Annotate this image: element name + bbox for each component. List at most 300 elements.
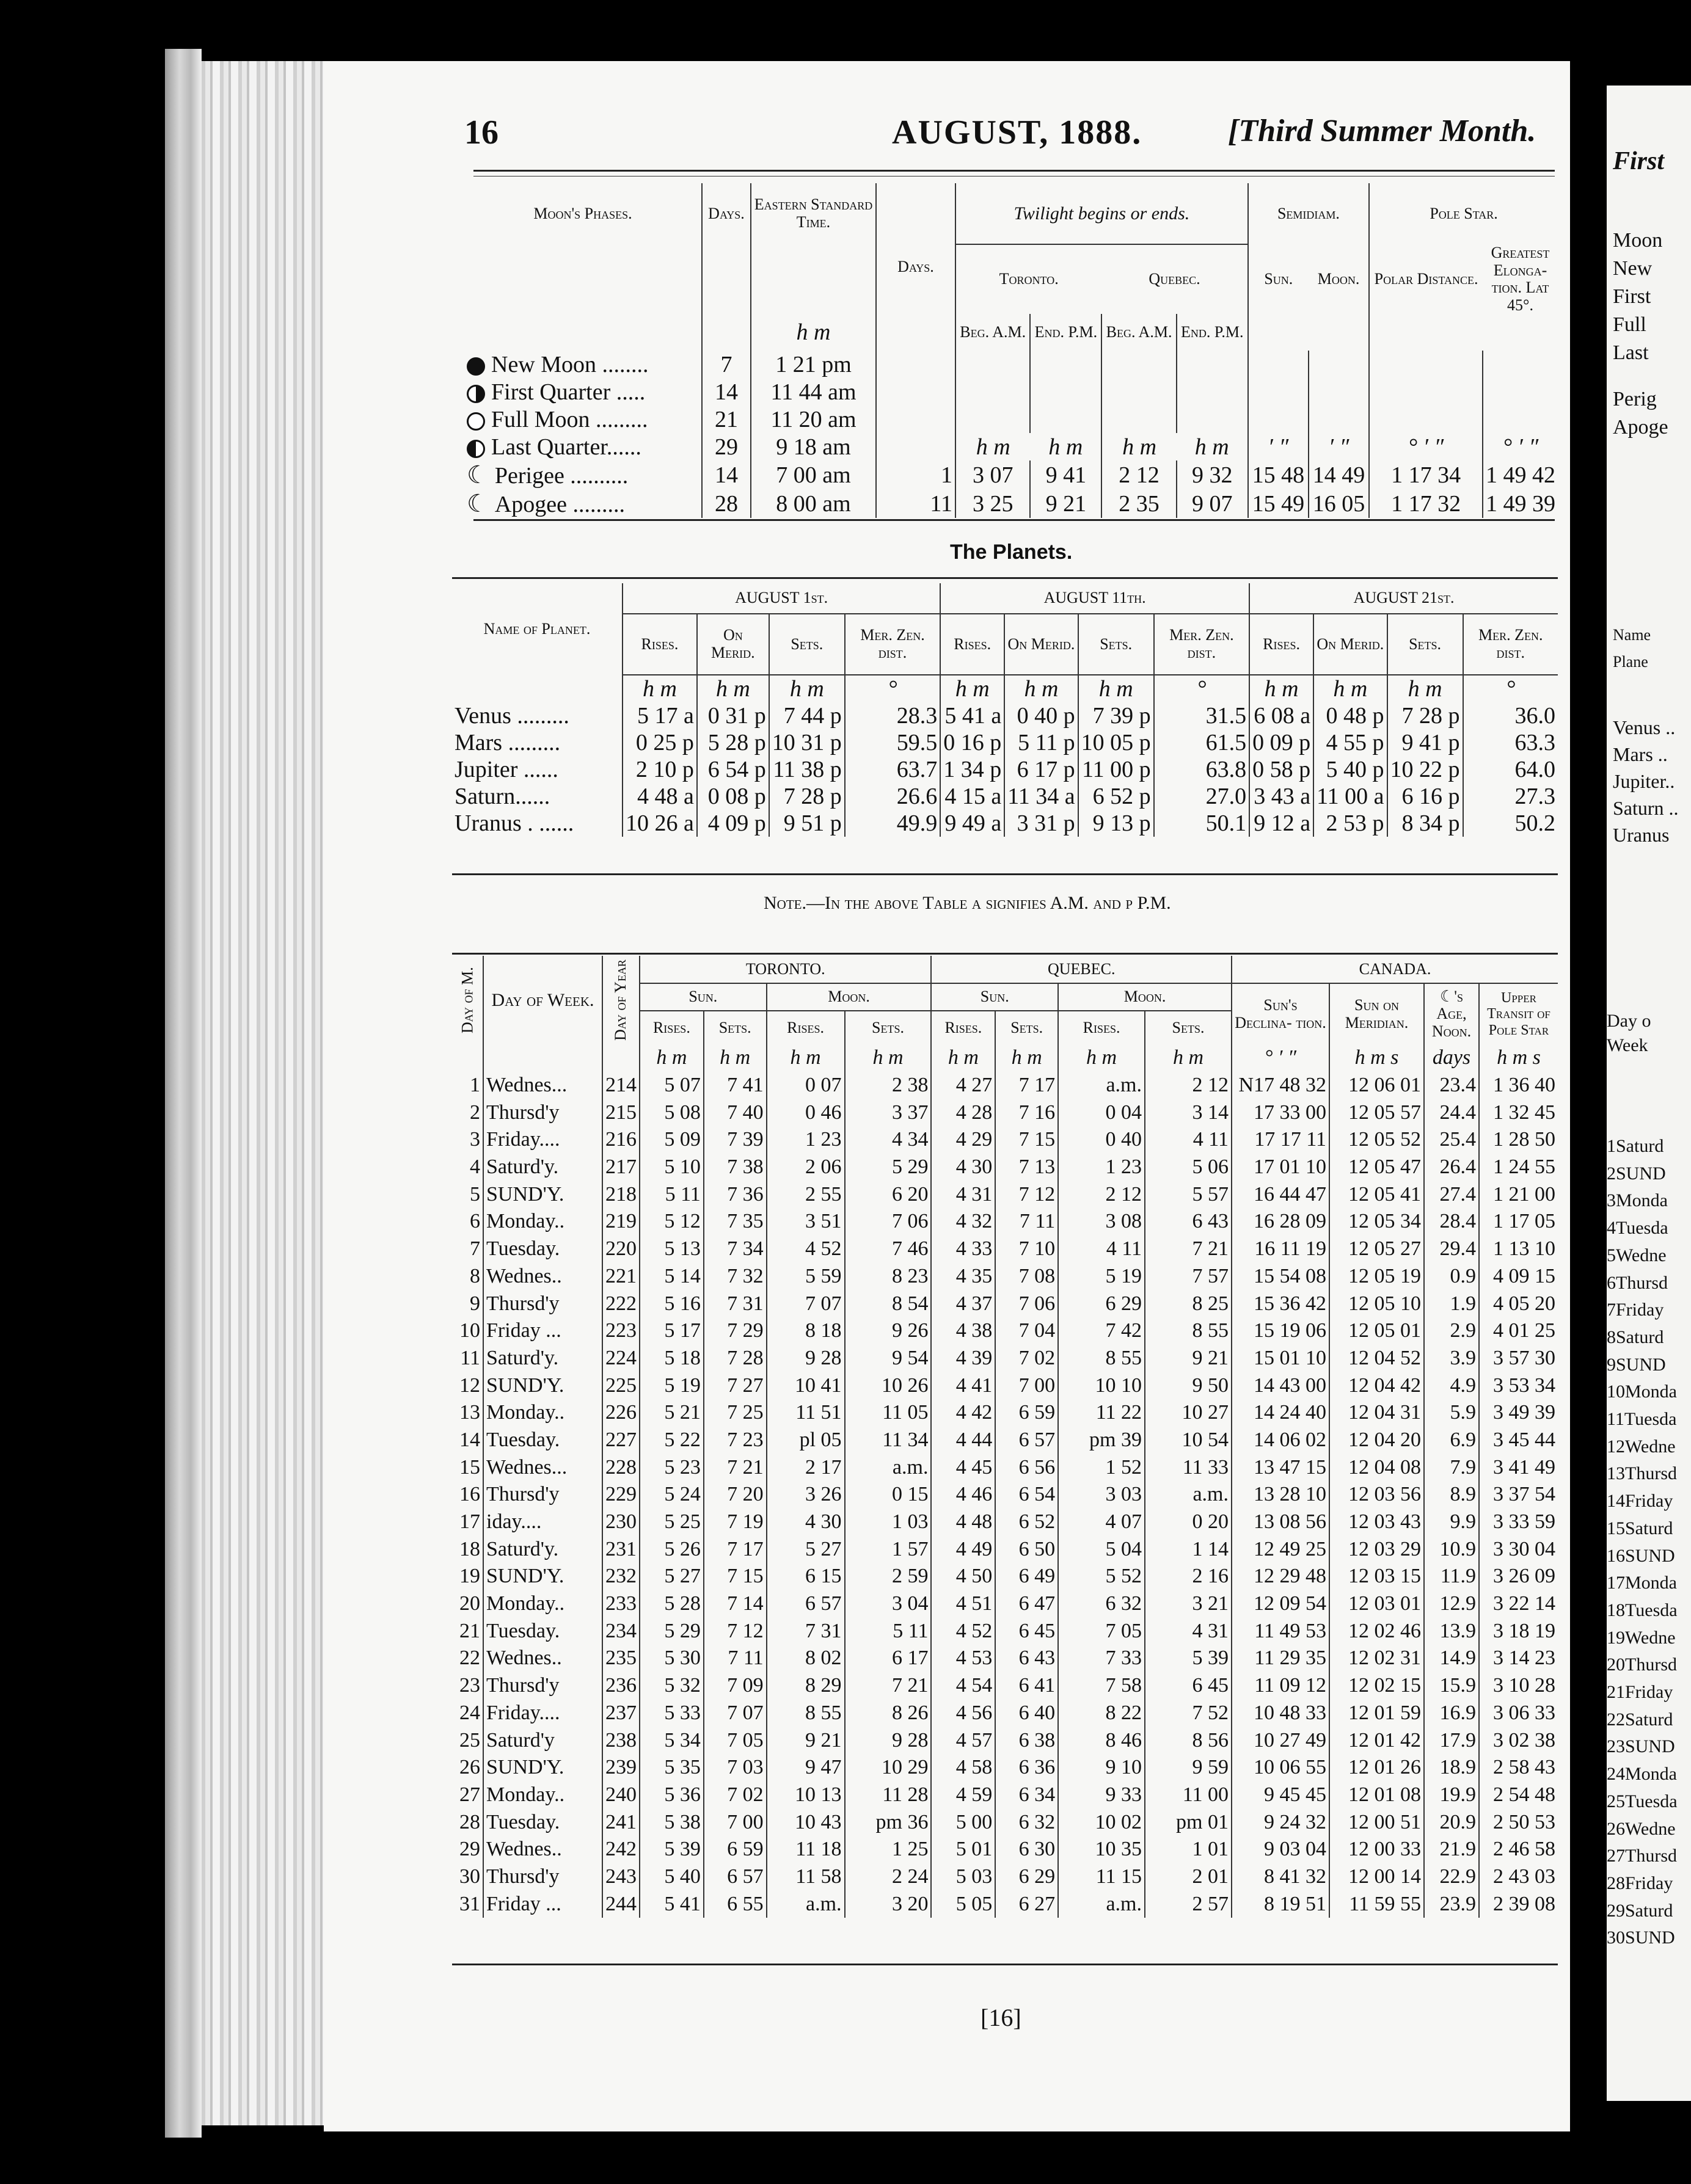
- unit-cell: [876, 433, 955, 460]
- sun-declination: 15 54 08: [1232, 1263, 1329, 1290]
- planet-value: 6 17 p: [1004, 756, 1078, 783]
- day-of-year: 230: [602, 1509, 640, 1536]
- daily-row: [452, 1236, 1558, 1263]
- phase-name: New Moon ........: [491, 351, 649, 377]
- quebec-sun-set: 6 32: [995, 1808, 1058, 1836]
- planet-value: 0 25 p: [623, 729, 697, 756]
- empty-cell: [1483, 351, 1558, 378]
- day-of-week: Monday..: [483, 1399, 602, 1427]
- day-of-month: 31: [459, 1892, 480, 1915]
- planet-value: 5 17 a: [623, 702, 697, 729]
- day-of-month: 23: [459, 1674, 480, 1697]
- planet-value: 0 58 p: [1249, 756, 1313, 783]
- twilight-header: Twilight begins or ends.: [955, 183, 1248, 244]
- planet-row: [452, 729, 1558, 756]
- sun-meridian: 12 05 27: [1329, 1236, 1424, 1263]
- day-of-week: Wednes..: [483, 1836, 602, 1863]
- toronto-moon-rise: 6 15: [767, 1563, 845, 1590]
- planet-value: 63.3: [1463, 729, 1558, 756]
- toronto-moon-rise: 9 28: [767, 1345, 845, 1372]
- pole-star-transit: 1 17 05: [1479, 1208, 1558, 1236]
- day-of-year: 222: [602, 1290, 640, 1317]
- phase-name-cell: [464, 378, 702, 406]
- quebec-sun-rise: 4 50: [931, 1563, 995, 1590]
- quebec-moon-rise: 0 40: [1058, 1126, 1145, 1154]
- quebec-moon-set: 4 31: [1145, 1617, 1232, 1645]
- quebec-sun-rise: 4 57: [931, 1727, 995, 1754]
- phase-day: 14: [702, 378, 751, 406]
- daily-row: [452, 1454, 1558, 1481]
- daily-row: [452, 1727, 1558, 1754]
- day-of-year: 236: [602, 1672, 640, 1700]
- toronto-moon-set: pm 36: [845, 1808, 932, 1836]
- toronto-sun-set: 6 57: [704, 1863, 767, 1891]
- daily-bottom-rule: [452, 1964, 1558, 1965]
- quebec-sun-rise: 5 00: [931, 1808, 995, 1836]
- day-of-month: 4: [470, 1156, 480, 1179]
- day-of-week: Tuesday.: [483, 1236, 602, 1263]
- day-of-month: 22: [459, 1647, 480, 1670]
- blank: [452, 1044, 483, 1072]
- sun-meridian: 12 02 15: [1329, 1672, 1424, 1700]
- quebec-moon-set: 5 39: [1145, 1645, 1232, 1672]
- empty-cell: [955, 378, 1030, 406]
- toronto-moon-set: 6 17: [845, 1645, 932, 1672]
- toronto-moon-rise: 2 17: [767, 1454, 845, 1481]
- planet-value: 7 28 p: [1387, 702, 1463, 729]
- toronto-moon-set: 3 04: [845, 1590, 932, 1618]
- quebec-moon-rise: a.m.: [1058, 1072, 1145, 1099]
- moon-age: 15.9: [1424, 1672, 1479, 1700]
- sun-declination: 11 49 53: [1232, 1617, 1329, 1645]
- empty-cell: [1101, 406, 1176, 433]
- sun-declination: 14 24 40: [1232, 1399, 1329, 1427]
- quebec-sun-rise: 4 54: [931, 1672, 995, 1700]
- quebec-moon-header: Moon.: [1058, 983, 1232, 1011]
- empty-cell: [1309, 351, 1369, 378]
- facing-day-label: 28Friday: [1607, 1873, 1673, 1893]
- daily-col-rises: Rises.: [640, 1011, 704, 1044]
- quebec-moon-rise: 1 23: [1058, 1154, 1145, 1181]
- toronto-moon-rise: 2 55: [767, 1181, 845, 1208]
- toronto-moon-rise: 10 41: [767, 1372, 845, 1399]
- sun-meridian: 12 00 14: [1329, 1863, 1424, 1891]
- moon-semidiam-header: Moon.: [1317, 269, 1360, 288]
- declination-header: Sun's Declina- tion.: [1232, 983, 1329, 1044]
- pole-star-transit: 1 13 10: [1479, 1236, 1558, 1263]
- daily-top-rule: [452, 953, 1558, 955]
- toronto-sun-rise: 5 34: [640, 1727, 704, 1754]
- empty-cell: [1177, 378, 1248, 406]
- daily-unit-dms: ° ′ ″: [1232, 1044, 1329, 1072]
- quebec-moon-set: 9 59: [1145, 1754, 1232, 1782]
- moon-age: 13.9: [1424, 1617, 1479, 1645]
- empty-cell: [1309, 378, 1369, 406]
- quebec-sun-rise: 4 39: [931, 1345, 995, 1372]
- toronto-sun-rise: 5 30: [640, 1645, 704, 1672]
- toronto-moon-rise: 4 52: [767, 1236, 845, 1263]
- pole-star-transit: 1 32 45: [1479, 1099, 1558, 1126]
- toronto-sun-set: 7 00: [704, 1808, 767, 1836]
- day-of-month: 17: [459, 1510, 480, 1534]
- planet-name: Mars .........: [455, 730, 561, 755]
- sun-declination: 9 03 04: [1232, 1836, 1329, 1863]
- daily-unit-hm: h m: [995, 1044, 1058, 1072]
- pole-star-transit: 3 30 04: [1479, 1535, 1558, 1563]
- day-of-month: 9: [470, 1292, 480, 1315]
- phase-day: 21: [702, 406, 751, 433]
- quebec-sun-rise: 5 01: [931, 1836, 995, 1863]
- sun-declination: 15 36 42: [1232, 1290, 1329, 1317]
- facing-phase-label: Perig: [1613, 388, 1657, 410]
- planet-col-zen: Mer. Zen. dist.: [845, 614, 940, 675]
- quebec-sun-rise: 4 46: [931, 1481, 995, 1509]
- planet-value: 27.0: [1154, 783, 1249, 810]
- planet-value: 11 38 p: [769, 756, 845, 783]
- facing-phase-label: First: [1613, 285, 1651, 308]
- toronto-sun-rise: 5 18: [640, 1345, 704, 1372]
- moon-age: 17.9: [1424, 1727, 1479, 1754]
- planet-value: 26.6: [845, 783, 940, 810]
- pole-star-transit: 2 58 43: [1479, 1754, 1558, 1782]
- phase-day: 28: [702, 489, 751, 518]
- toronto-moon-set: 4 34: [845, 1126, 932, 1154]
- semidiam-header: Semidiam.: [1248, 183, 1369, 244]
- quebec-sun-set: 7 13: [995, 1154, 1058, 1181]
- day-of-week: Monday..: [483, 1208, 602, 1236]
- quebec-sun-rise: 4 28: [931, 1099, 995, 1126]
- toronto-sun-set: 7 35: [704, 1208, 767, 1236]
- sun-meridian: 12 03 29: [1329, 1535, 1424, 1563]
- quebec-end-header: End. P.M.: [1177, 314, 1248, 351]
- moon-age: 23.4: [1424, 1072, 1479, 1099]
- facing-day-label: 24Monda: [1607, 1764, 1677, 1785]
- planet-value: 7 28 p: [769, 783, 845, 810]
- book-edge: [165, 49, 202, 2138]
- planet-value: 11 34 a: [1004, 783, 1078, 810]
- toronto-sun-set: 6 55: [704, 1890, 767, 1918]
- toronto-moon-rise: 0 07: [767, 1072, 845, 1099]
- planets-bottom-rule: [452, 873, 1558, 875]
- quebec-sun-rise: 4 29: [931, 1126, 995, 1154]
- toronto-moon-rise: 8 18: [767, 1317, 845, 1345]
- day-of-week: Thursd'y: [483, 1099, 602, 1126]
- time-header: Eastern Standard Time.: [751, 183, 876, 244]
- quebec-moon-set: 0 20: [1145, 1509, 1232, 1536]
- toronto-sun-set: 7 23: [704, 1427, 767, 1454]
- planet-unit: h m: [1387, 675, 1463, 702]
- planet-row: [452, 783, 1558, 810]
- toronto-moon-set: 10 29: [845, 1754, 932, 1782]
- twilight-day: 1: [876, 460, 955, 489]
- planets-top-rule: [452, 577, 1558, 579]
- toronto-sun-rise: 5 40: [640, 1863, 704, 1891]
- pole-star-transit: 3 49 39: [1479, 1399, 1558, 1427]
- facing-phase-label: Full: [1613, 313, 1646, 336]
- empty-cell: [1101, 351, 1176, 378]
- toronto-sun-rise: 5 17: [640, 1317, 704, 1345]
- sun-declination: 11 29 35: [1232, 1645, 1329, 1672]
- phase-name-cell: [464, 351, 702, 378]
- facing-day-label: 21Friday: [1607, 1682, 1673, 1702]
- sun-semidiam-header: Sun.: [1248, 244, 1309, 314]
- planet-row: [452, 702, 1558, 729]
- quebec-moon-rise: pm 39: [1058, 1427, 1145, 1454]
- quebec-sun-set: 6 27: [995, 1890, 1058, 1918]
- quebec-sun-set: 7 02: [995, 1345, 1058, 1372]
- quebec-moon-rise: 8 55: [1058, 1345, 1145, 1372]
- moon-age: 19.9: [1424, 1782, 1479, 1809]
- facing-day-label: Week: [1607, 1035, 1648, 1055]
- day-of-month: 27: [459, 1783, 480, 1806]
- daily-unit-hms: h m s: [1329, 1044, 1424, 1072]
- day-of-month: 28: [459, 1810, 480, 1833]
- quebec-sun-set: 6 59: [995, 1399, 1058, 1427]
- quebec-moon-rise: 4 11: [1058, 1236, 1145, 1263]
- day-of-week: Saturd'y.: [483, 1345, 602, 1372]
- daily-ephemeris-table: [452, 956, 1558, 1918]
- planet-col-sets: Sets.: [1387, 614, 1463, 675]
- day-of-year: 242: [602, 1836, 640, 1863]
- facing-day-label: 17Monda: [1607, 1573, 1677, 1593]
- moon-age: 16.9: [1424, 1700, 1479, 1727]
- day-of-month: 8: [470, 1264, 480, 1287]
- toronto-moon-set: 1 25: [845, 1836, 932, 1863]
- toronto-moon-rise: 9 21: [767, 1727, 845, 1754]
- sun-declination: 13 28 10: [1232, 1481, 1329, 1509]
- planet-value: 6 08 a: [1249, 702, 1313, 729]
- day-of-month: 7: [470, 1237, 480, 1261]
- day-of-week: SUND'Y.: [483, 1372, 602, 1399]
- planet-value: 5 41 a: [940, 702, 1004, 729]
- toronto-sun-rise: 5 41: [640, 1890, 704, 1918]
- quebec-moon-set: 6 43: [1145, 1208, 1232, 1236]
- facing-day-label: 16SUND: [1607, 1545, 1675, 1566]
- empty-cell: [1030, 406, 1101, 433]
- sun-declination: 13 08 56: [1232, 1509, 1329, 1536]
- toronto-sun-rise: 5 28: [640, 1590, 704, 1618]
- unit-cell: ° ′ ″: [1369, 433, 1483, 460]
- facing-page-title: First: [1613, 147, 1665, 175]
- toronto-moon-set: 9 26: [845, 1317, 932, 1345]
- quebec-moon-set: 6 45: [1145, 1672, 1232, 1700]
- planet-value: 4 15 a: [940, 783, 1004, 810]
- sun-meridian: 12 03 43: [1329, 1509, 1424, 1536]
- day-of-month: 24: [459, 1701, 480, 1724]
- pole-star-transit: 1 28 50: [1479, 1126, 1558, 1154]
- planet-unit: °: [1154, 675, 1249, 702]
- moon-phases-table: [464, 183, 1558, 518]
- day-of-year: 240: [602, 1782, 640, 1809]
- quebec-moon-set: 2 12: [1145, 1072, 1232, 1099]
- quebec-moon-set: 3 14: [1145, 1099, 1232, 1126]
- toronto-moon-set: 11 34: [845, 1427, 932, 1454]
- day-of-month: 15: [459, 1455, 480, 1479]
- day-of-year: 214: [602, 1072, 640, 1099]
- quebec-moon-rise: 0 04: [1058, 1099, 1145, 1126]
- day-of-month: 16: [459, 1483, 480, 1506]
- toronto-sun-rise: 5 09: [640, 1126, 704, 1154]
- planet-value: 11 00 a: [1313, 783, 1387, 810]
- quebec-sun-rise: 5 05: [931, 1890, 995, 1918]
- daily-col-sets: Sets.: [995, 1011, 1058, 1044]
- planet-value: 50.2: [1463, 810, 1558, 837]
- quebec-moon-set: 5 57: [1145, 1181, 1232, 1208]
- sun-meridian: 11 59 55: [1329, 1890, 1424, 1918]
- day-of-week: Friday....: [483, 1126, 602, 1154]
- toronto-sun-rise: 5 38: [640, 1808, 704, 1836]
- quebec-moon-rise: 7 05: [1058, 1617, 1145, 1645]
- daily-row: [452, 1181, 1558, 1208]
- facing-day-label: 30SUND: [1607, 1927, 1675, 1948]
- phase-row: [464, 433, 1558, 460]
- quebec-sun-set: 6 57: [995, 1427, 1058, 1454]
- day-of-week: Thursd'y: [483, 1672, 602, 1700]
- empty-cell: [1483, 378, 1558, 406]
- phase-day: 29: [702, 433, 751, 460]
- quebec-sun-rise: 4 44: [931, 1427, 995, 1454]
- moon-age: 5.9: [1424, 1399, 1479, 1427]
- sun-declination: 8 19 51: [1232, 1890, 1329, 1918]
- quebec-sun-set: 6 34: [995, 1782, 1058, 1809]
- daily-row: [452, 1372, 1558, 1399]
- quebec-daily-header: QUEBEC.: [931, 956, 1232, 983]
- quebec-sun-rise: 4 59: [931, 1782, 995, 1809]
- sun-meridian: 12 04 31: [1329, 1399, 1424, 1427]
- planet-unit: h m: [1249, 675, 1313, 702]
- quebec-moon-rise: 6 29: [1058, 1290, 1145, 1317]
- toronto-sun-set: 7 27: [704, 1372, 767, 1399]
- toronto-sun-rise: 5 21: [640, 1399, 704, 1427]
- twilight-q_beg: 2 35: [1101, 489, 1176, 518]
- facing-day-label: 13Thursd: [1607, 1463, 1677, 1484]
- toronto-sun-set: 7 05: [704, 1727, 767, 1754]
- pole-star-transit: 3 41 49: [1479, 1454, 1558, 1481]
- quebec-sun-rise: 5 03: [931, 1863, 995, 1891]
- moon-age: 12.9: [1424, 1590, 1479, 1618]
- toronto-sun-rise: 5 23: [640, 1454, 704, 1481]
- toronto-beg-header: Beg. A.M.: [955, 314, 1030, 351]
- quebec-moon-set: 3 21: [1145, 1590, 1232, 1618]
- toronto-moon-rise: 4 30: [767, 1509, 845, 1536]
- quebec-sun-set: 7 17: [995, 1072, 1058, 1099]
- empty-cell: [1030, 351, 1101, 378]
- quebec-sun-set: 6 50: [995, 1535, 1058, 1563]
- daily-unit-hms: h m s: [1479, 1044, 1558, 1072]
- toronto-moon-rise: 10 13: [767, 1782, 845, 1809]
- planet-value: 8 34 p: [1387, 810, 1463, 837]
- pole-star-transit: 3 53 34: [1479, 1372, 1558, 1399]
- day-of-month-header: Day of M.: [458, 967, 477, 1033]
- day-of-month: 25: [459, 1728, 480, 1752]
- daily-unit-days: days: [1424, 1044, 1479, 1072]
- quebec-sun-set: 7 08: [995, 1263, 1058, 1290]
- pole-star-header: Pole Star.: [1369, 183, 1558, 244]
- moon-age: 26.4: [1424, 1154, 1479, 1181]
- august-1st-header: AUGUST 1st.: [623, 583, 940, 614]
- quebec-sun-rise: 4 51: [931, 1590, 995, 1618]
- quebec-sun-set: 7 10: [995, 1236, 1058, 1263]
- toronto-sun-set: 6 59: [704, 1836, 767, 1863]
- unit-cell: h m: [955, 433, 1030, 460]
- toronto-moon-rise: 11 18: [767, 1836, 845, 1863]
- day-of-year: 233: [602, 1590, 640, 1618]
- day-of-year: 223: [602, 1317, 640, 1345]
- facing-day-label: 3Monda: [1607, 1190, 1668, 1211]
- day-of-month: 10: [459, 1319, 480, 1342]
- unit-cell: h m: [1048, 434, 1083, 460]
- quebec-moon-set: 11 00: [1145, 1782, 1232, 1809]
- toronto-sun-header: Sun.: [640, 983, 767, 1011]
- day-of-year: 231: [602, 1535, 640, 1563]
- daily-row: [452, 1782, 1558, 1809]
- quebec-sun-rise: 4 37: [931, 1290, 995, 1317]
- facing-phase-label: New: [1613, 257, 1653, 280]
- sun-meridian: 12 04 20: [1329, 1427, 1424, 1454]
- day-of-month: 1: [470, 1074, 480, 1097]
- new-moon-icon: [467, 357, 485, 376]
- toronto-sun-rise: 5 32: [640, 1672, 704, 1700]
- pole-star-transit: 3 14 23: [1479, 1645, 1558, 1672]
- day-of-week: Wednes...: [483, 1454, 602, 1481]
- unit-cell: h m: [1101, 433, 1176, 460]
- moon-age: 9.9: [1424, 1509, 1479, 1536]
- quebec-moon-rise: 11 15: [1058, 1863, 1145, 1891]
- sun-declination: 8 41 32: [1232, 1863, 1329, 1891]
- day-of-year: 241: [602, 1808, 640, 1836]
- phase-time: 7 00 am: [751, 460, 876, 489]
- phase-time: 1 21 pm: [751, 351, 876, 378]
- quebec-moon-rise: 6 32: [1058, 1590, 1145, 1618]
- day-of-month: 21: [459, 1619, 480, 1642]
- empty-cell: [1369, 351, 1483, 378]
- quebec-moon-rise: 10 10: [1058, 1372, 1145, 1399]
- quebec-sun-set: 6 30: [995, 1836, 1058, 1863]
- day-of-month: 5: [470, 1182, 480, 1206]
- planet-value: 9 13 p: [1078, 810, 1154, 837]
- facing-day-label: 15Saturd: [1607, 1518, 1673, 1538]
- day-of-week: Tuesday.: [483, 1808, 602, 1836]
- meridian-header: Sun on Meridian.: [1329, 983, 1424, 1044]
- planet-value: 49.9: [845, 810, 940, 837]
- facing-day-label: 7Friday: [1607, 1300, 1664, 1320]
- toronto-sun-rise: 5 36: [640, 1782, 704, 1809]
- phase-time: 9 18 am: [751, 433, 876, 460]
- moon-age: 22.9: [1424, 1863, 1479, 1891]
- planet-value: 2 10 p: [623, 756, 697, 783]
- facing-day-label: 19Wedne: [1607, 1627, 1676, 1648]
- daily-row: [452, 1754, 1558, 1782]
- planet-value: 0 09 p: [1249, 729, 1313, 756]
- facing-day-label: 11Tuesda: [1607, 1409, 1677, 1429]
- planet-value: 9 12 a: [1249, 810, 1313, 837]
- quebec-sun-rise: 4 58: [931, 1754, 995, 1782]
- daily-row: [452, 1208, 1558, 1236]
- sun-declination: 14 43 00: [1232, 1372, 1329, 1399]
- crescent-moon-icon: ☾: [467, 490, 489, 518]
- quebec-moon-set: 4 11: [1145, 1126, 1232, 1154]
- sun-declination: 9 24 32: [1232, 1808, 1329, 1836]
- quebec-moon-rise: 3 03: [1058, 1481, 1145, 1509]
- empty-cell: [1483, 406, 1558, 433]
- toronto-moon-rise: 8 02: [767, 1645, 845, 1672]
- sun-meridian: 12 05 34: [1329, 1208, 1424, 1236]
- day-of-year: 218: [602, 1181, 640, 1208]
- sun-declination: 16 28 09: [1232, 1208, 1329, 1236]
- daily-row: [452, 1563, 1558, 1590]
- toronto-moon-set: 6 20: [845, 1181, 932, 1208]
- planets-title: The Planets.: [950, 541, 1073, 564]
